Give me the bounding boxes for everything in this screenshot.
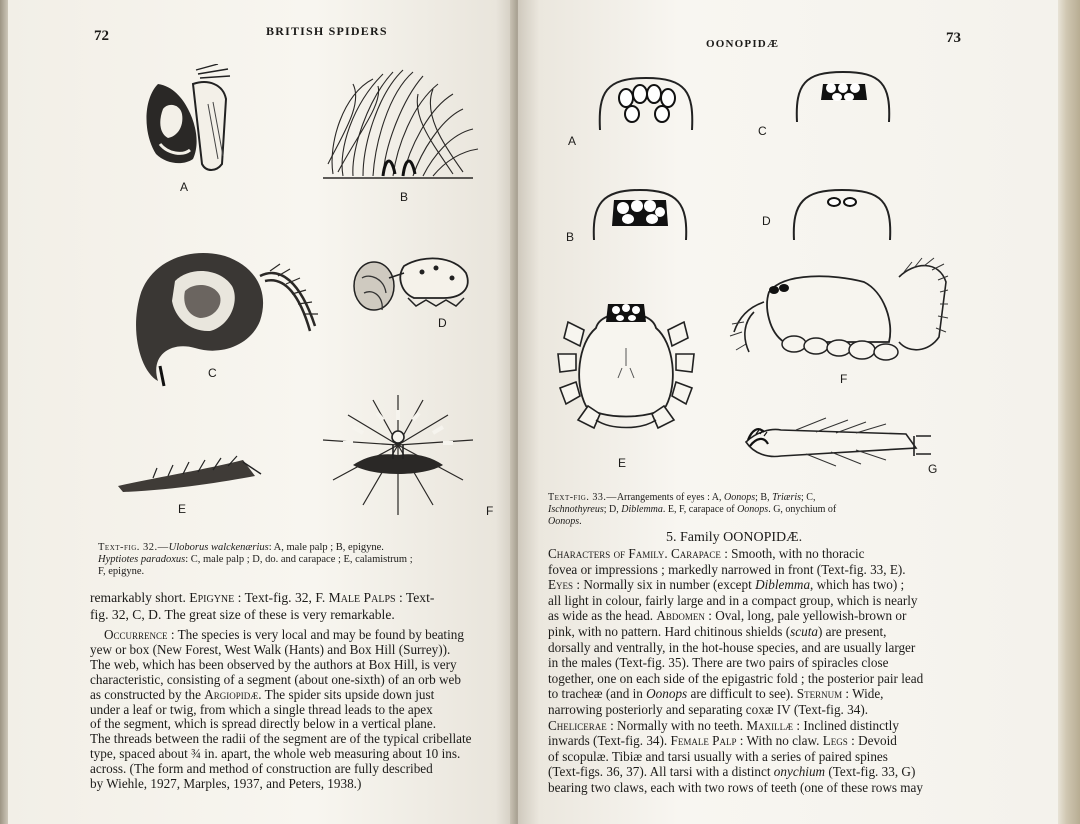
fig-label-f-right: F [840,372,848,386]
caption-genus: Oonops [724,492,756,503]
text-fragment: : Text- [395,590,435,605]
text-fragment: in the males (Text-fig. 35). There are two pairs of spiracles close [548,655,889,671]
figure-32e-calamistrum [113,448,263,498]
left-body-para2 [90,628,514,792]
caption-genus: Diblemma [621,504,663,515]
text-line: The threads between the radii of the segment are of the typical cribellate [90,731,472,747]
text-line: characteristic, consisting of a segment (about one-sixth) of an orb web [90,671,461,687]
figure-33c-eyes-ischnothyreus [793,66,893,126]
book-edge-right [1058,0,1080,824]
text-fragment: inwards (Text-fig. 34). [548,733,671,749]
label-maxillae: Maxillæ [746,717,794,733]
running-head-left: BRITISH SPIDERS [266,24,388,38]
right-page [518,0,1058,824]
text-line: : The species is very local and may be found by beating [167,627,464,642]
text-line: across. (The form and method of construction are fully described [90,761,433,777]
fig-label-c-right: C [758,124,767,138]
figure-33a-eyes-oonops [596,72,696,134]
family-heading: 5. Family OONOPIDÆ. [666,530,803,545]
caption-genus: Oonops [737,504,769,515]
text-fragment: fig. 32, C, D. The great size of these is very remarkable. [90,606,395,622]
caption-fragment: . G, onychium of [768,504,837,515]
right-body-text [548,546,1010,796]
text-line: as constructed by the [90,686,205,702]
text-fragment: ) are present, [817,623,887,639]
fig-label-a-right: A [568,134,577,148]
text-line: type, spaced about ¾ in. apart, the whole web measuring about 10 ins. [90,746,461,762]
caption-fragment: . [579,516,582,527]
text-fragment: : Text-fig. 32, F. [234,590,329,605]
text-fragment: (Text-fig. 33, G) [825,764,916,780]
text-fragment: fovea or impressions ; markedly narrowed in front (Text-fig. 33, E). [548,561,906,577]
text-fragment: remarkably short. [90,590,190,605]
caption-fragment: ; B, [755,492,773,503]
fig-label-b-left: B [400,190,409,204]
text-fragment: narrowing posteriorly and separating coxæ IV (Text-fig. 34). [548,701,869,717]
figure-33b-eyes-triaeris [590,186,690,242]
fig-label-g-right: G [928,462,938,476]
text-fragment: pink, with no pattern. Hard chitinous shields ( [548,623,791,639]
caption-part1: : A, male palp ; B, epigyne. [268,542,384,553]
text-fragment: : With no claw. [736,733,823,749]
figure-33f-carapace-lateral [724,252,949,372]
figure-32a-male-palp [138,64,233,179]
text-fragment: : Normally with no teeth. [606,717,747,733]
text-fragment: : Devoid [847,733,897,749]
label-carapace: Carapace [670,546,721,561]
caption-fragment: ; C, [801,492,816,503]
text-fragment: dorsally and ventrally, in the hot-house species, and are usually larger [548,639,916,655]
figure-33e-carapace-dorsal [556,288,696,448]
figure-33g-onychium [736,412,931,474]
fig-label-a-left: A [180,180,189,194]
fig-label-b-right: B [566,230,575,244]
caption-part3: F, epigyne. [98,566,145,577]
caption-genus: Triæris [772,492,802,503]
running-head-right: OONOPIDÆ [706,38,780,50]
caption-genus: Ischnothyreus [548,504,604,515]
text-fragment: : Inclined distinctly [793,717,899,733]
caption-species-uloborus: Uloborus walckenærius [168,542,269,553]
figure-33-caption [548,492,968,528]
text-fragment: , which has two) ; [810,577,905,593]
family-argiopidae: Argiopidæ [204,686,259,702]
text-fragment: (Text-figs. 36, 37). All tarsi with a distinct [548,764,774,780]
text-fragment: : Oval, long, pale yellowish-brown or [704,608,907,624]
fig-label-e-left: E [178,502,187,516]
page-number-left: 72 [94,28,109,44]
genus-diblemma: Diblemma [755,577,811,593]
text-line: yew or box (New Forest, West Walk (Hants) and Box Hill (Surrey)). [90,641,451,657]
caption-fragment: ; D, [603,504,622,515]
term-onychium: onychium [773,764,826,780]
text-fragment: : Smooth, with no thoracic [720,546,865,561]
figure-32d-carapace [344,248,474,333]
caption-fragment: Arrangements of eyes : A, [616,492,725,503]
caption-prefix: Text-fig. 33.— [548,492,617,503]
text-line: . The spider sits upside down just [258,686,435,702]
fig-label-f-left: F [486,504,494,518]
fig-label-d-left: D [438,316,447,330]
label-female-palp: Female Palp [670,733,737,749]
label-eyes: Eyes [548,577,574,593]
page-number-right: 73 [946,30,961,46]
figure-32-caption [98,542,510,578]
text-fragment: : Normally six in number (except [573,577,756,593]
text-fragment: all light in colour, fairly large and in a compact group, which is nearly [548,592,918,608]
text-line: under a leaf or twig, from which a single thread leads to the apex [90,701,433,717]
figure-33d-eyes-diblemma [790,184,895,242]
text-fragment: as wide as the head. [548,608,657,624]
figure-32f-epigyne [293,385,503,520]
text-line: of the segment, which is spread directly below in a vertical plane. [90,716,437,732]
label-occurrence: Occurrence [104,627,168,642]
caption-part2: : C, male palp ; D, do. and carapace ; E, calamistrum ; [185,554,413,565]
text-fragment: bearing two claws, each with two rows of teeth (one of these rows may [548,779,924,795]
term-scuta: scuta [790,623,818,639]
label-male-palps: Male Palps [328,590,396,605]
figure-32c-male-palp [120,236,330,391]
fig-label-e-right: E [618,456,627,470]
left-body-para1 [90,590,510,623]
text-fragment: together, one on each side of the epigastric fold ; the posterior pair lead [548,670,924,686]
text-fragment: : Wide, [842,686,884,702]
label-sternum: Sternum [796,686,843,702]
text-fragment: are difficult to see). [687,686,797,702]
caption-fragment: . E, F, carapace of [662,504,738,515]
text-line: by Wiehle, 1927, Marples, 1937, and Peters, 1938.) [90,776,362,792]
label-chelicerae: Chelicerae [548,717,607,733]
genus-oonops: Oonops [646,686,688,702]
left-page [8,0,516,824]
text-line: The web, which has been observed by the authors at Box Hill, is very [90,656,457,672]
fig-label-c-left: C [208,366,217,380]
label-characters: Characters of Family. [548,546,668,561]
label-legs: Legs [822,733,848,749]
fig-label-d-right: D [762,214,771,228]
text-fragment: of scopulæ. Tibiæ and tarsi usually with a series of paired spines [548,748,888,764]
caption-prefix: Text-fig. 32.— [98,542,169,553]
text-fragment: to tracheæ (and in [548,686,647,702]
label-epigyne: Epigyne [189,590,235,605]
caption-genus: Oonops [548,516,580,527]
caption-species-hyptiotes: Hyptiotes paradoxus [98,554,186,565]
figure-32b-epigyne [313,64,483,189]
label-abdomen: Abdomen [656,608,705,624]
